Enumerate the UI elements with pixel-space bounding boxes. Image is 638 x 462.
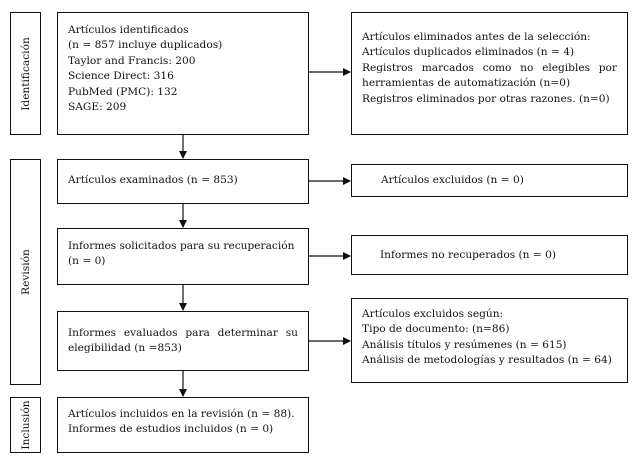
screened-text: Artículos examinados (n = 853) bbox=[68, 174, 238, 186]
screened-box bbox=[57, 159, 309, 204]
sought-line-1: Informes solicitados para su recuperación bbox=[68, 240, 295, 252]
identified-line-1: Artículos identificados bbox=[68, 24, 189, 36]
phase-identification bbox=[10, 12, 41, 135]
identified-line-2: (n = 857 incluye duplicados) bbox=[68, 39, 223, 52]
phase-inclusion bbox=[10, 397, 41, 453]
assessed-box bbox=[57, 311, 309, 371]
removed-duplicates: Artículos duplicados eliminados (n = 4) bbox=[362, 46, 575, 59]
identified-line-5: PubMed (PMC): 132 bbox=[68, 85, 178, 98]
not-retrieved-text: Informes no recuperados (n = 0) bbox=[380, 249, 556, 261]
phase-review bbox=[10, 159, 41, 385]
removed-box bbox=[351, 12, 628, 135]
removed-automation-line-1: Registros marcados como no elegibles por bbox=[362, 61, 617, 74]
identified-line-3: Taylor and Francis: 200 bbox=[68, 54, 196, 67]
excluded-reasons-box bbox=[351, 298, 628, 383]
phase-identification-label: Identificación bbox=[19, 36, 32, 111]
removed-other: Registros eliminados por otras razones. (n=0) bbox=[362, 92, 610, 105]
excluded-reason-2: Análisis títulos y resúmenes (n = 615) bbox=[362, 338, 567, 351]
identified-box bbox=[57, 12, 309, 135]
identified-line-6: SAGE: 209 bbox=[68, 101, 127, 114]
phase-review-label: Revisión bbox=[19, 249, 32, 295]
not-retrieved-box bbox=[351, 235, 628, 275]
excluded-reasons-title: Artículos excluidos según: bbox=[362, 308, 504, 320]
included-box bbox=[57, 397, 309, 453]
included-line-1: Artículos incluidos en la revisión (n = 88). bbox=[68, 408, 295, 420]
sought-line-2: (n = 0) bbox=[68, 255, 106, 268]
excluded-reason-1: Tipo de documento: (n=86) bbox=[362, 323, 510, 336]
identified-line-4: Science Direct: 316 bbox=[68, 70, 174, 83]
removed-automation-line-2: herramientas de automatización (n=0) bbox=[362, 77, 571, 90]
excluded-text: Artículos excluidos (n = 0) bbox=[381, 174, 524, 186]
excluded-reason-3: Análisis de metodologías y resultados (n = 64) bbox=[362, 354, 612, 367]
phase-inclusion-label: Inclusión bbox=[19, 400, 32, 450]
assessed-line-1: Informes evaluados para determinar su bbox=[68, 327, 298, 339]
sought-box bbox=[57, 228, 309, 285]
assessed-line-2: elegibilidad (n =853) bbox=[68, 342, 182, 355]
excluded-box bbox=[351, 164, 628, 197]
removed-title: Artículos eliminados antes de la selección: bbox=[362, 31, 591, 43]
included-line-2: Informes de estudios incluidos (n = 0) bbox=[68, 423, 274, 436]
